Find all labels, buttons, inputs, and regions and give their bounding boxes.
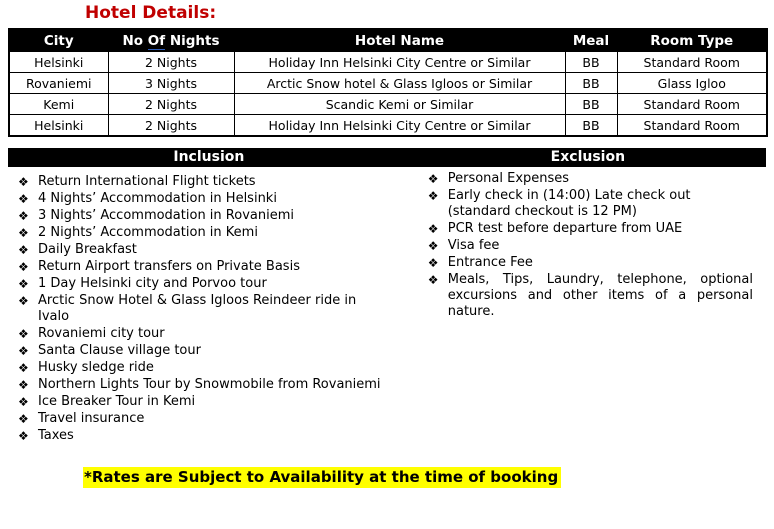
col-header-city: City [9,29,108,52]
list-item-text: Entrance Fee [447,255,533,270]
bullet-icon: ❖ [18,277,29,291]
bullet-icon: ❖ [18,243,29,257]
cell-hotel-name: Holiday Inn Helsinki City Centre or Similar [234,52,565,73]
list-item-text: Return International Flight tickets [38,174,256,189]
list-item-text: Return Airport transfers on Private Basis [38,259,300,274]
rates-note-highlight: *Rates are Subject to Availability at the time of booking [83,467,561,488]
list-item-text: Ice Breaker Tour in Kemi [38,394,196,409]
table-row [9,94,767,115]
bullet-icon: ❖ [18,294,29,308]
cell-hotel-name: Holiday Inn Helsinki City Centre or Similar [234,115,565,137]
list-item [8,377,410,393]
list-item [8,293,410,325]
table-header-row [9,29,767,52]
list-item [8,174,410,190]
list-item-text: Personal Expenses [447,171,570,186]
list-item [410,171,766,187]
inclusion-exclusion-section [8,148,766,445]
list-item-text: Travel insurance [38,411,145,426]
bullet-icon: ❖ [18,361,29,375]
hotel-details-table [8,28,768,137]
cell-meal: BB [565,52,617,73]
inclusion-header: Inclusion [173,149,245,165]
list-item-text: 3 Nights’ Accommodation in Rovaniemi [38,208,294,223]
cell-room-type: Standard Room [617,52,767,73]
exclusion-column [410,167,766,321]
exclusion-list [410,171,766,320]
list-item [410,272,766,320]
list-item [410,238,766,254]
bullet-icon: ❖ [18,327,29,341]
table-row [9,73,767,94]
bullet-icon: ❖ [18,412,29,426]
list-item [8,411,410,427]
list-item-text: 1 Day Helsinki city and Porvoo tour [38,276,267,291]
list-item [8,208,410,224]
cell-nights: 2 Nights [108,52,234,73]
list-item-text: Meals, Tips, Laundry, telephone, optional excursions and other items of a personal nature. [447,272,753,319]
list-item [410,221,766,237]
cell-meal: BB [565,73,617,94]
grammar-underline-word: Of [148,33,165,52]
table-row [9,115,767,137]
list-item [8,428,410,444]
bullet-icon: ❖ [18,226,29,240]
exclusion-header: Exclusion [550,149,626,165]
list-item-text: 2 Nights’ Accommodation in Kemi [38,225,258,240]
list-item [410,188,766,220]
bullet-icon: ❖ [18,395,29,409]
col-header-nights-pre: No [122,32,148,49]
cell-city: Kemi [9,94,108,115]
cell-meal: BB [565,115,617,137]
table-row [9,52,767,73]
rates-note-line [83,467,774,488]
list-item-text: PCR test before departure from UAE [447,221,683,236]
list-item-text: Rovaniemi city tour [38,326,165,341]
bullet-icon: ❖ [18,192,29,206]
list-item-text: Daily Breakfast [38,242,137,257]
list-item [8,225,410,241]
section-header-bar [8,148,766,167]
page-title: Hotel Details: [85,3,217,23]
bullet-icon: ❖ [427,273,439,287]
bullet-icon: ❖ [427,239,439,253]
cell-room-type: Standard Room [617,115,767,137]
bullet-icon: ❖ [18,209,29,223]
list-item [8,259,410,275]
cell-room-type: Standard Room [617,94,767,115]
document-page [0,3,774,529]
list-item-text: Husky sledge ride [38,360,154,375]
cell-hotel-name: Arctic Snow hotel & Glass Igloos or Similar [234,73,565,94]
bullet-icon: ❖ [427,222,439,236]
cell-meal: BB [565,94,617,115]
col-header-meal: Meal [565,29,617,52]
list-item [8,394,410,410]
list-item [410,255,766,271]
col-header-room-type: Room Type [617,29,767,52]
list-item-text: Taxes [38,428,74,443]
col-header-hotel-name: Hotel Name [234,29,565,52]
list-item [8,343,410,359]
cell-nights: 2 Nights [108,115,234,137]
list-item [8,242,410,258]
cell-nights: 2 Nights [108,94,234,115]
bullet-icon: ❖ [427,189,439,203]
cell-hotel-name: Scandic Kemi or Similar [234,94,565,115]
bullet-icon: ❖ [427,256,439,270]
list-item-text: Arctic Snow Hotel & Glass Igloos Reindeer ride in Ivalo [38,293,357,324]
list-item-text: 4 Nights’ Accommodation in Helsinki [38,191,277,206]
list-item-text: Visa fee [447,238,500,253]
bullet-icon: ❖ [18,344,29,358]
col-header-nights-post: Nights [165,32,220,49]
cell-city: Rovaniemi [9,73,108,94]
list-item [8,326,410,342]
bullet-icon: ❖ [18,429,29,443]
col-header-nights [108,29,234,52]
bullet-icon: ❖ [18,175,29,189]
bullet-icon: ❖ [18,260,29,274]
cell-city: Helsinki [9,52,108,73]
section-columns [8,167,766,445]
list-item [8,191,410,207]
list-item [8,360,410,376]
bullet-icon: ❖ [427,172,439,186]
list-item [8,276,410,292]
inclusion-column [8,167,410,445]
cell-room-type: Glass Igloo [617,73,767,94]
list-item-text: Early check in (14:00) Late check out (standard checkout is 12 PM) [447,188,691,219]
list-item-text: Northern Lights Tour by Snowmobile from Rovaniemi [38,377,381,392]
inclusion-list [8,174,410,444]
list-item-text: Santa Clause village tour [38,343,201,358]
cell-city: Helsinki [9,115,108,137]
bullet-icon: ❖ [18,378,29,392]
cell-nights: 3 Nights [108,73,234,94]
